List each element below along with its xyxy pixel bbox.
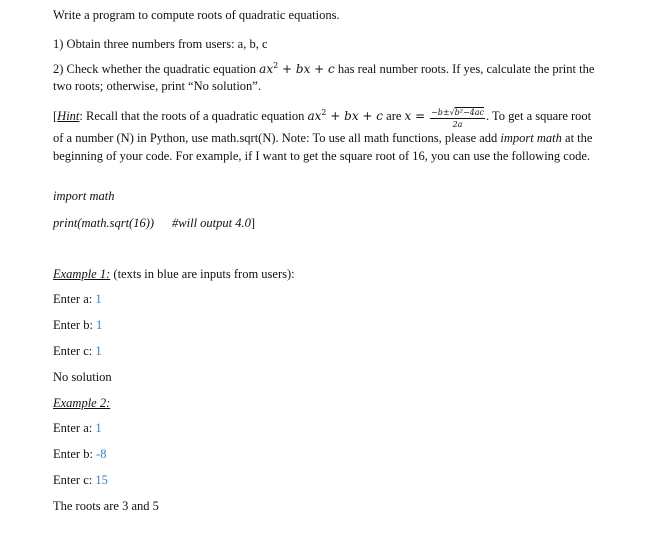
hint-paragraph: [Hint: Recall that the roots of a quadratic equation $ax^2$ + bx + c are x = $\frac{\text{−b±√b²−4ac}}{2a}$ . To get a square root of a number (N) in Python, use math.sqrt(N). Note: To use all math functions, please add import math at the beginning of your code. For example, if I want to get the square root of 16, you can use the following code. — [53, 108, 593, 163]
hint-equation: $ax^2$ + bx + c — [307, 108, 384, 123]
hint-label: Hint — [57, 109, 80, 123]
example-1-label: Example 1: — [53, 267, 111, 281]
code-comment: #will output 4.0 — [172, 216, 251, 230]
code-line-import: import math — [53, 189, 115, 203]
root-fraction: $\frac{\text{−b±√b²−4ac}}{2a}$ — [431, 108, 485, 129]
example-1-output: No solution — [53, 370, 112, 384]
import-keyword: import math — [500, 131, 562, 145]
step-2-equation: $ax^2$ + bx + c — [259, 61, 335, 76]
root-formula: x = $\frac{\text{−b±√b²−4ac}}{2a}$ — [404, 108, 485, 129]
example-2-output: The roots are 3 and 5 — [53, 499, 159, 513]
example-1-input-b: Enter b: 1 — [53, 318, 103, 332]
assignment-title: Write a program to compute roots of quadratic equations. — [53, 8, 340, 22]
example-2-input-b: Enter b: -8 — [53, 447, 107, 461]
example-1-input-a: Enter a: 1 — [53, 292, 102, 306]
step-2-text: has real number roots. If yes, calculate the print the two roots; otherwise, print “No solution”. — [53, 62, 595, 93]
step-2 — [53, 61, 601, 94]
example-1-heading: Example 1: (texts in blue are inputs from users): — [53, 267, 295, 281]
step-1: 1) Obtain three numbers from users: a, b, c — [53, 37, 268, 51]
example-1-input-c: Enter c: 1 — [53, 344, 102, 358]
example-2-label: Example 2: — [53, 396, 111, 410]
example-2-input-c: Enter c: 15 — [53, 473, 108, 487]
example-2-heading — [53, 395, 110, 411]
code-line-print: print(math.sqrt(16)) #will output 4.0] — [53, 216, 256, 230]
step-2-intro: 2) Check whether the quadratic equation — [53, 62, 257, 76]
example-2-input-a: Enter a: 1 — [53, 421, 102, 435]
